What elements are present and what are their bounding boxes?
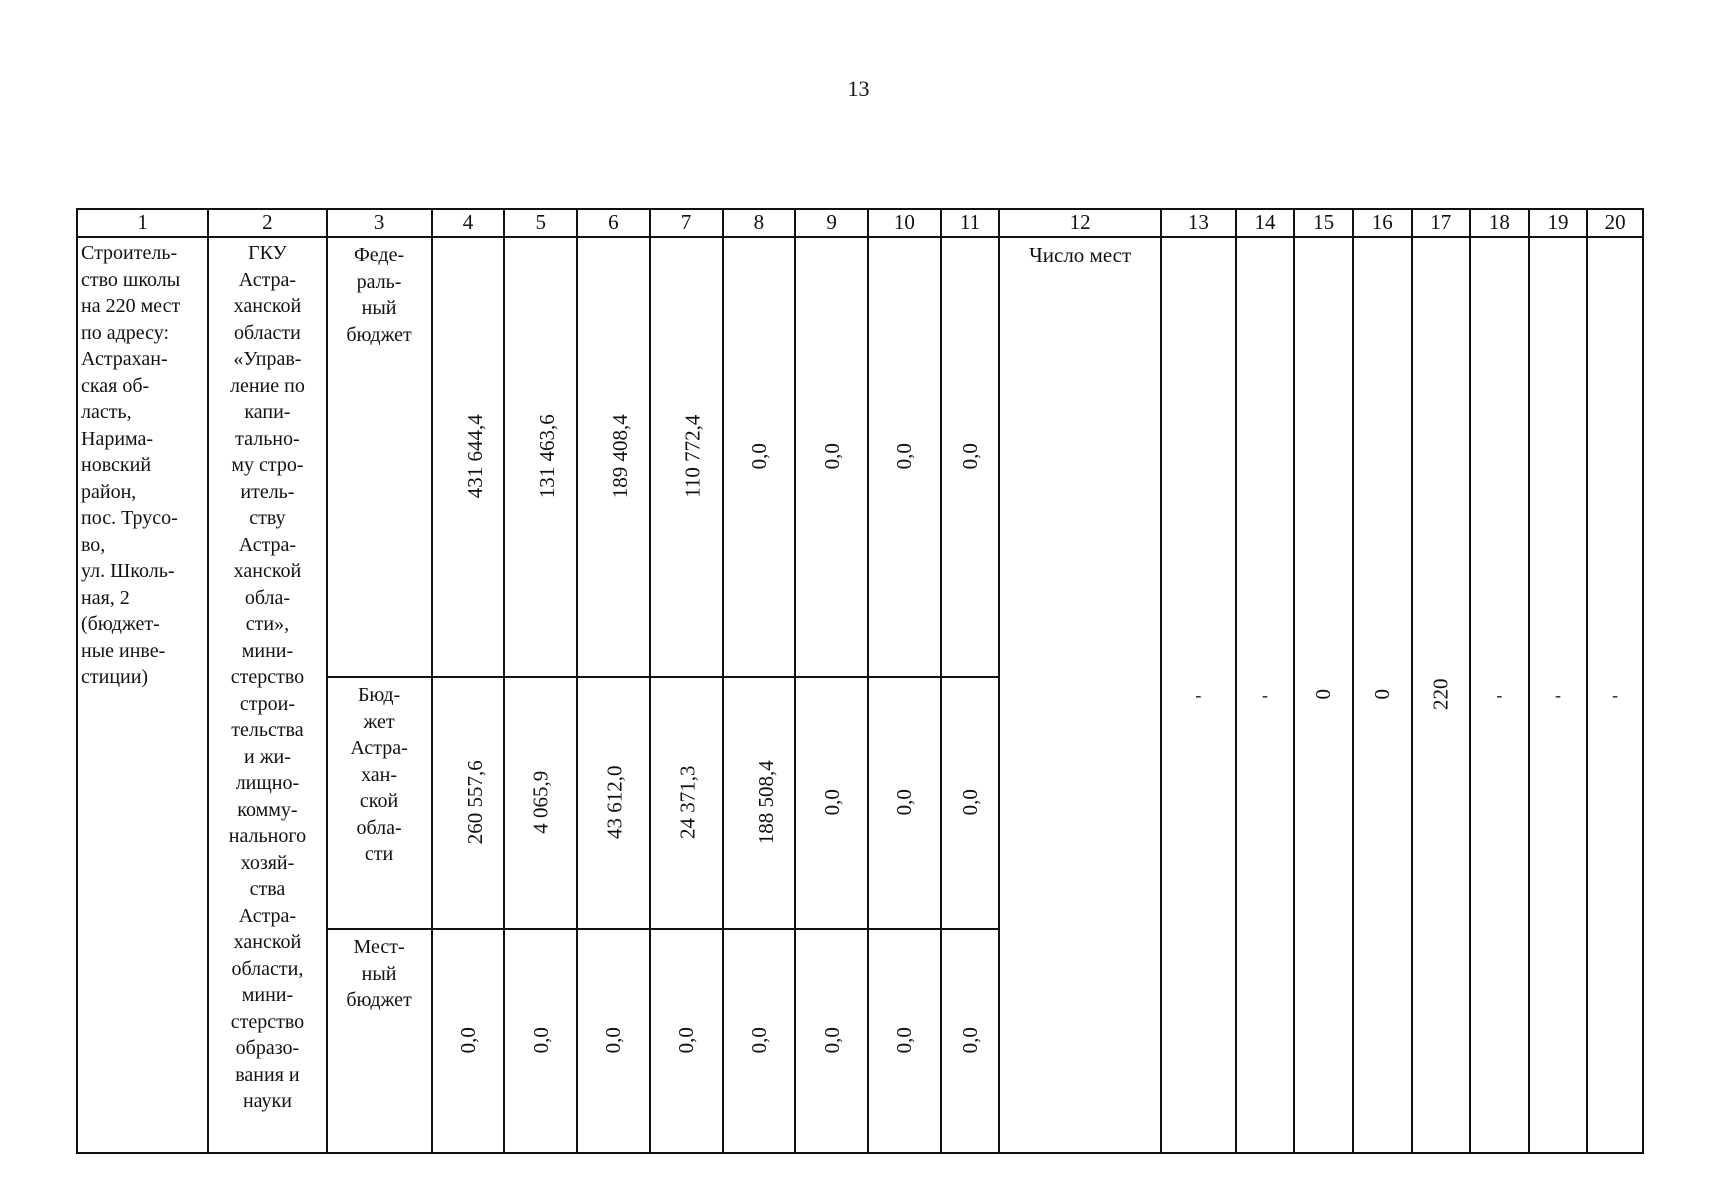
column-header: 18 <box>1470 209 1529 237</box>
value: 188 508,4 <box>753 760 778 845</box>
value: 431 644,4 <box>462 414 487 499</box>
funding-source-cell <box>327 677 432 929</box>
value-cell <box>577 677 650 929</box>
column-header: 2 <box>208 209 326 237</box>
header-row <box>77 209 1643 237</box>
value: 0,0 <box>746 1027 771 1054</box>
funding-source-cell <box>327 929 432 1153</box>
col18-value: - <box>1496 684 1503 705</box>
funding-source-cell <box>327 237 432 677</box>
value: 0,0 <box>746 443 771 470</box>
value-cell <box>650 677 723 929</box>
value-cell <box>432 677 505 929</box>
col15-value: 0 <box>1311 689 1336 700</box>
value-cell <box>504 677 577 929</box>
value-cell <box>650 237 723 677</box>
funding-source: Мест- ный бюджет <box>346 936 412 1011</box>
value-cell <box>577 929 650 1153</box>
value: 110 772,4 <box>680 414 705 499</box>
value-cell <box>795 237 868 677</box>
value: 131 463,6 <box>535 414 560 499</box>
column-header: 5 <box>504 209 577 237</box>
federal-budget-row <box>77 237 1643 677</box>
value-cell <box>868 237 941 677</box>
value: 189 408,4 <box>607 414 632 499</box>
value: 0,0 <box>819 443 844 470</box>
column-header: 19 <box>1529 209 1588 237</box>
col13-value: - <box>1195 684 1202 705</box>
value: 0,0 <box>957 1027 982 1054</box>
value: 260 557,6 <box>462 760 487 845</box>
col17-cell <box>1412 237 1471 1153</box>
value: 24 371,3 <box>675 765 700 840</box>
value: 0,0 <box>455 1027 480 1054</box>
column-header: 16 <box>1353 209 1412 237</box>
customer-cell <box>208 237 326 1153</box>
column-header: 11 <box>941 209 1000 237</box>
value: 4 065,9 <box>528 771 553 834</box>
column-header: 12 <box>999 209 1161 237</box>
column-header: 17 <box>1412 209 1471 237</box>
indicator-cell <box>999 237 1161 1153</box>
value-cell <box>723 929 796 1153</box>
column-header: 15 <box>1294 209 1353 237</box>
customer-name: ГКУ Астра- ханской области «Управ- ление по капи- тально- му стро- итель- ству Астра- ханской обла- сти», мини- стерство строи- тельства и жи- лищно- комму- нального хозяй- ства Астра- ханской области, мини- стерство образо- вания и науки <box>228 242 307 1112</box>
column-header: 7 <box>650 209 723 237</box>
column-header: 1 <box>77 209 208 237</box>
value-cell <box>868 677 941 929</box>
col19-cell <box>1529 237 1588 1153</box>
object-name: Строитель- ство школы на 220 мест по адресу: Астрахан- ская об- ласть, Нарима- новский район, пос. Трусо- во, ул. Школь- ная, 2 (бюджет- ные инве- стиции) <box>81 242 181 688</box>
column-header: 10 <box>868 209 941 237</box>
col17-value: 220 <box>1428 678 1453 711</box>
col18-cell <box>1470 237 1529 1153</box>
object-name-cell <box>77 237 208 1153</box>
col13-cell <box>1161 237 1236 1153</box>
column-header: 4 <box>432 209 505 237</box>
column-header: 14 <box>1236 209 1295 237</box>
value: 43 612,0 <box>602 765 627 840</box>
col20-value: - <box>1612 684 1619 705</box>
value-cell <box>577 237 650 677</box>
value: 0,0 <box>957 443 982 470</box>
value-cell <box>868 929 941 1153</box>
value: 0,0 <box>819 1027 844 1054</box>
value-cell <box>795 929 868 1153</box>
col19-value: - <box>1554 684 1561 705</box>
value-cell <box>723 677 796 929</box>
value: 0,0 <box>601 1027 626 1054</box>
value-cell <box>941 929 1000 1153</box>
column-header: 3 <box>327 209 432 237</box>
value-cell <box>504 237 577 677</box>
col20-cell <box>1587 237 1643 1153</box>
page-number: 13 <box>847 76 870 101</box>
funding-source: Бюд- жет Астра- хан- ской обла- сти <box>350 684 408 865</box>
value-cell <box>941 677 1000 929</box>
value: 0,0 <box>892 789 917 816</box>
column-header: 8 <box>723 209 796 237</box>
col16-cell <box>1353 237 1412 1153</box>
column-header: 20 <box>1587 209 1643 237</box>
value-cell <box>504 929 577 1153</box>
value: 0,0 <box>892 443 917 470</box>
value: 0,0 <box>819 789 844 816</box>
value: 0,0 <box>957 789 982 816</box>
col15-cell <box>1294 237 1353 1153</box>
value-cell <box>650 929 723 1153</box>
value: 0,0 <box>673 1027 698 1054</box>
value-cell <box>941 237 1000 677</box>
column-header: 6 <box>577 209 650 237</box>
value: 0,0 <box>892 1027 917 1054</box>
value: 0,0 <box>528 1027 553 1054</box>
col16-value: 0 <box>1369 689 1394 700</box>
col14-value: - <box>1262 684 1269 705</box>
value-cell <box>432 237 505 677</box>
indicator-name: Число мест <box>1029 243 1132 267</box>
value-cell <box>432 929 505 1153</box>
investment-table <box>76 208 1644 1154</box>
column-header: 13 <box>1161 209 1236 237</box>
value-cell <box>723 237 796 677</box>
col14-cell <box>1236 237 1295 1153</box>
funding-source: Феде- раль- ный бюджет <box>346 244 412 346</box>
value-cell <box>795 677 868 929</box>
column-header: 9 <box>795 209 868 237</box>
